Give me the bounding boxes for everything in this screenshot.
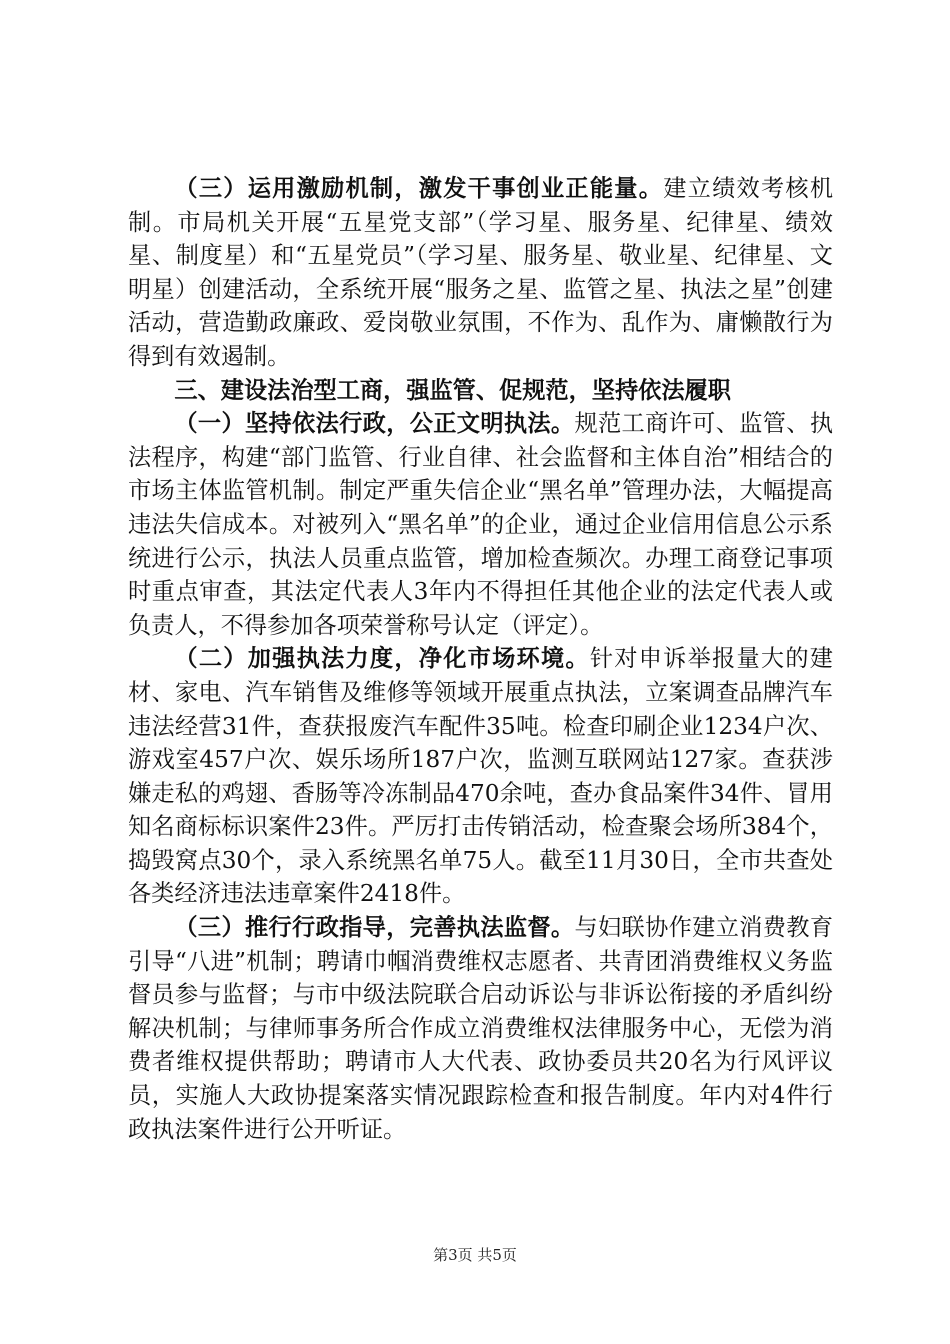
paragraph-text: 规范工商许可、监管、执法程序，构建“部门监管、行业自律、社会监督和主体自治”相结合的市场主体监管机制。制定严重失信企业“黑名单”管理办法，大幅提高违法失信成本。对被列入“黑名单”的企业，通过企业信用信息公示系统进行公示，执法人员重点监管，增加检查频次。办理工商登记事项时重点审查，其法定代表人3年内不得担任其他企业的法定代表人或负责人，不得参加各项荣誉称号认定（评定）。 xyxy=(128,410,834,639)
page-number: 第3页 共5页 xyxy=(433,1246,517,1264)
paragraph-text: 建立绩效考核机制。市局机关开展“五星党支部”（学习星、服务星、纪律星、绩效星、制度星）和“五星党员”（学习星、服务星、敬业星、纪律星、文明星）创建活动，全系统开展“服务之星、监管之星、执法之星”创建活动，营造勤政廉政、爱岗敬业氛围，不作为、乱作为、庸懒散行为得到有效遏制。 xyxy=(128,175,834,370)
paragraph-lead: （三）推行行政指导，完善执法监督。 xyxy=(174,914,575,942)
section-heading: 三、建设法治型工商，强监管、促规范，坚持依法履职 xyxy=(174,376,731,404)
paragraph-enforcement xyxy=(128,642,833,911)
document-body xyxy=(128,172,833,1146)
paragraph-text: 与妇联协作建立消费教育引导“八进”机制；聘请巾帼消费维权志愿者、共青团消费维权义务监督员参与监督；与市中级法院联合启动诉讼与非诉讼衔接的矛盾纠纷解决机制；与律师事务所合作成立消费维权法律服务中心，无偿为消费者维权提供帮助；聘请市人大代表、政协委员共20名为行风评议员，实施人大政协提案落实情况跟踪检查和报告制度。年内对4件行政执法案件进行公开听证。 xyxy=(128,914,834,1143)
page-footer xyxy=(0,1245,950,1265)
paragraph-lead: （一）坚持依法行政，公正文明执法。 xyxy=(174,410,575,438)
paragraph-lawful-administration xyxy=(128,407,833,642)
paragraph-incentive-mechanism xyxy=(128,172,833,374)
paragraph-administrative-guidance xyxy=(128,911,833,1146)
paragraph-lead: （二）加强执法力度，净化市场环境。 xyxy=(174,645,590,673)
paragraph-text: 针对申诉举报量大的建材、家电、汽车销售及维修等领域开展重点执法，立案调查品牌汽车违法经营31件，查获报废汽车配件35吨。检查印刷企业1234户次、游戏室457户次、娱乐场所187户次，监测互联网站127家。查获涉嫌走私的鸡翅、香肠等冷冻制品470余吨，查办食品案件34件、冒用知名商标标识案件23件。严厉打击传销活动，检查聚会场所384个，捣毁窝点30个，录入系统黑名单75人。截至11月30日，全市共查处各类经济违法违章案件2418件。 xyxy=(128,645,833,908)
paragraph-lead: （三）运用激励机制，激发干事创业正能量。 xyxy=(174,175,664,202)
